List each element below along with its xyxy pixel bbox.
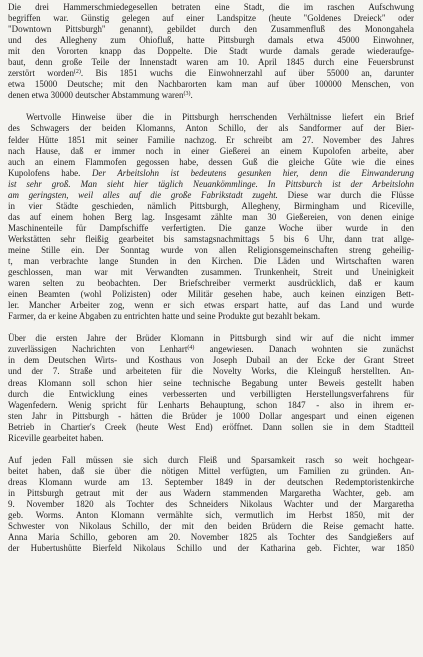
line: Farmer, da er keine Abgaben zu entrichten hatte und seine Produkte gut bezahlt bekam. — [8, 311, 321, 322]
line: dreas Klomann soll schon hier seine technische Begabung unter Beweis gestellt haben — [8, 377, 414, 388]
line: dreas Klomann wurde am 13. September 1849 in der deutschen Redemptoristenkirche — [8, 476, 414, 487]
line: auch an einem Flammofen gegossen habe, dessen Guß die gleiche Güte wie die eines — [8, 156, 414, 167]
paragraph-1 — [8, 2, 414, 101]
paragraph-2 — [8, 112, 414, 322]
line-segment: Bis 1851 wuchs die Einwohnerzahl auf über 55000 an, darunter — [95, 68, 414, 79]
line: felder Hütte 1851 mit seiner Familie nachzog. Er schreibt am 27. November des Jahres — [8, 134, 414, 145]
line-segment: denen etwa 30000 deutscher Abstammung waren — [8, 90, 184, 101]
line: "Downtown Pittsburgh" genannt), gebildet durch den Zusammenfluß des Monongahela — [8, 24, 414, 35]
line: und des Allegheny zum Ohiofluß, hatte Pittsburgh damals etwa 45000 Einwohner, — [8, 35, 414, 46]
line — [8, 344, 414, 355]
line: baut, denn große Teile der Innenstadt waren am 10. April 1845 durch eine Feuersbrunst — [8, 57, 414, 68]
footnote-ref: (3) — [183, 91, 191, 98]
line: der Hubertushütte Bierfeld Nikolaus Schillo und der Katharina geb. Fichter, war 1850 — [8, 543, 414, 554]
line-segment: Kupolofens habe. — [8, 167, 81, 178]
line-segment: Diese war durch die Flüsse — [287, 189, 414, 200]
line: nach Hause, daß er immer noch in einer Gießerei an einem Kupolofen arbeite, aber — [8, 145, 414, 156]
line: Schwester von Nikolaus Schillo, der mit den beiden Brüdern die Reise gemacht hatte. — [8, 521, 414, 532]
line: zerstört worden$^{(2)}$. Bis 1851 wuchs die Einwohnerzahl auf über 55000 an, darunter — [8, 68, 414, 79]
line — [8, 190, 414, 201]
line — [8, 179, 414, 190]
line: Betrieb in Chartier's Creek (heute West End) eröffnet. Dann sollen sie in dem Stadtteil — [8, 421, 414, 432]
line — [8, 168, 414, 179]
quote-italic: Der Arbeitslohn ist bedeutens gesunken hier, denn die Einwanderung — [91, 167, 414, 178]
quote-italic: ist sehr groß. Man sieht hier täglich Neuankömmlinge. In Pittsburch ist der Arbeitslohn — [8, 178, 414, 189]
line: Anna Maria Schillo, geboren am 20. November 1825 als Tochter des Sandgießers auf — [8, 532, 414, 543]
line: etwa 15000 Deutsche; mit den Nachbarorten kam man auf über 100000 Menschen, von — [8, 79, 414, 90]
body-text — [8, 2, 414, 554]
line: und der 7. Straße und arbeiteten für die Novelty Works, die Kleinguß herstellten. An- — [8, 366, 414, 377]
footnote-ref: (4) — [187, 345, 195, 352]
line: Auf jeden Fall müssen sie sich durch Fleiß und Sparsamkeit rasch so weit hochgear- — [8, 454, 414, 465]
line: in vier Städte geschieden, nämlich Pittsburgh, Allegheny, Birmingham und Riceville, — [8, 200, 414, 211]
paragraph-gap — [8, 101, 414, 112]
paragraph-gap — [8, 444, 414, 455]
footnote-ref: (2) — [73, 69, 81, 76]
line: meine Stille ein. Der Sonntag wurde von allen Religionsgemeinschaften streng geheilig- — [8, 244, 414, 255]
paragraph-gap — [8, 322, 414, 333]
line: 9. November 1820 als Tochter des Schneiders Nikolaus Wachter und der Margaretha — [8, 498, 414, 509]
line: Maschinenteile für Dampfschiffe verfertigten. Die ganze Woche über wurde in den — [8, 222, 414, 233]
paragraph-3 — [8, 333, 414, 443]
line: beitet haben, daß sie über die nötigen Mittel verfügten, um Familien zu gründen. An- — [8, 465, 414, 476]
line: des Schwagers der beiden Klomanns, Anton Schillo, der als Sandformer auf der Bier- — [8, 123, 414, 134]
end-punct: . — [190, 90, 193, 101]
line: ler. Mancher Arbeiter zog, wenn er sich etwas erspart hatte, auf das Land und wurde — [8, 300, 414, 311]
line: Riceville gearbeitet haben. — [8, 432, 104, 443]
line-segment: zerstört worden — [8, 68, 74, 79]
paragraph-4 — [8, 455, 414, 554]
line-segment: angewiesen. Danach wohnten sie zunächst — [209, 344, 414, 355]
line — [8, 90, 414, 101]
quote-italic: am geringsten, weil alles auf die große Fabrikstadt zugeht. — [8, 189, 278, 200]
line: Über die ersten Jahre der Brüder Klomann in Pittsburgh sind wir auf die nicht immer — [8, 333, 414, 344]
line: t, man verbrachte lange Stunden in den Kirchen. Die Läden und Wirtschaften waren — [8, 256, 414, 267]
line: Wagenfedern. Wenig spricht für Lenharts Behauptung, schon 1847 - also in ihrem er- — [8, 399, 414, 410]
line: waren selten zu beobachten. Der Briefschreiber vermerkt ausdrücklich, daß er kaum — [8, 278, 414, 289]
line-segment: zuverlässigen Nachrichten von Lenhart — [8, 344, 188, 355]
line: sten Jahr in Pittsburgh - hätten die Brüder je 1000 Dollar angespart und einen eigenen — [8, 410, 414, 421]
line: Wertvolle Hinweise über die in Pittsburgh herrschenden Verhältnisse liefert ein Brief — [26, 112, 414, 123]
line: einen Beamten (wohl Polizisten) oder Militär gesehen habe, auch keinen einzigen Bett- — [8, 289, 414, 300]
line: begriffen war. Günstig gelegen auf einer Landspitze (heute "Goldenes Dreieck" oder — [8, 13, 414, 24]
line: durch die Entwicklung eines verbesserten und verbilligten Herstellungsverfahrens für — [8, 388, 414, 399]
line: Werkstätten sehr fleißig gearbeitet bis samstagsnachmittags 5 bis 6 Uhr, dann trat allge- — [8, 233, 414, 244]
line: geschlossen, man war mit Verwandten zusammen. Trunkenheit, Streit und Uneinigkeit — [8, 267, 414, 278]
line: mit den Vororten knapp das Doppelte. Die Stadt wurde damals gerade wiederaufge- — [8, 46, 414, 57]
line: in dem Deutschen Wirts- und Kosthaus von Joseph Dubail an der Ecke der Grant Street — [8, 355, 414, 366]
line: geb. Worms. Anton Klomann vermählte sich, vermutlich im Herbst 1850, mit der — [8, 510, 414, 521]
line: Die drei Hammerschmiedegesellen betraten eine Stadt, die im raschen Aufschwung — [8, 2, 414, 12]
line: in Pittsburgh getraut mit der aus Wadern stammenden Margaretha Wachter, geb. am — [8, 487, 414, 498]
line: das auf einem hohen Berg lag. Insgesamt zählte man 30 Gießereien, von denen einige — [8, 211, 414, 222]
